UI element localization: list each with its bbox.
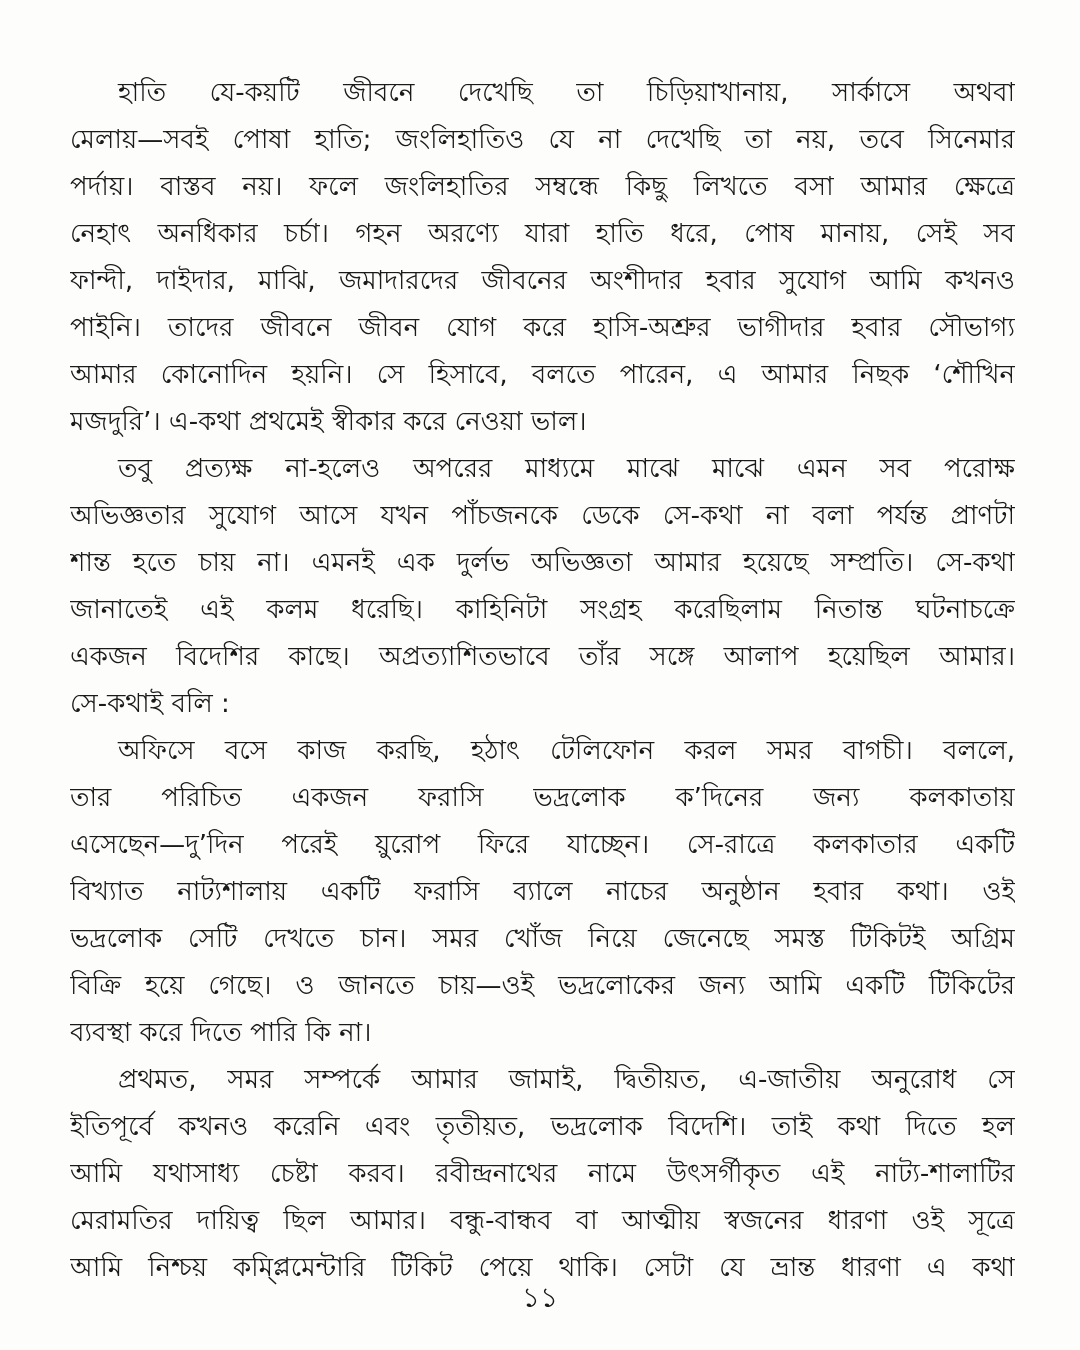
text-line: ইতিপূর্বে কখনও করেনি এবং তৃতীয়ত, ভদ্রলোক বিদেশি। তাই কথা দিতে হল (70, 1112, 1015, 1142)
text-line: পাইনি। তাদের জীবনে জীবন যোগ করে হাসি-অশ্রুর ভাগীদার হবার সৌভাগ্য (70, 313, 1015, 343)
text-line: মেলায়—সবই পোষা হাতি; জংলিহাতিও যে না দেখেছি তা নয়, তবে সিনেমার (70, 125, 1015, 155)
text-line: আমার কোনোদিন হয়নি। সে হিসাবে, বলতে পারেন, এ আমার নিছক ‘শৌখিন (70, 360, 1015, 390)
text-line: বিখ্যাত নাট্যশালায় একটি ফরাসি ব্যালে নাচের অনুষ্ঠান হবার কথা। ওই (70, 877, 1015, 907)
body-text (70, 70, 1015, 1292)
text-line: মজদুরি’। এ-কথা প্রথমেই স্বীকার করে নেওয়া ভাল। (70, 407, 587, 437)
text-line: তবু প্রত্যক্ষ না-হলেও অপরের মাধ্যমে মাঝে মাঝে এমন সব পরোক্ষ (118, 454, 1015, 484)
text-line: আমি নিশ্চয় কম্প্লিমেন্টারি টিকিট পেয়ে থাকি। সেটা যে ভ্রান্ত ধারণা এ কথা (70, 1253, 1015, 1283)
text-line: প্রথমত, সমর সম্পর্কে আমার জামাই, দ্বিতীয়ত, এ-জাতীয় অনুরোধ সে (118, 1065, 1015, 1095)
text-line: বিক্রি হয়ে গেছে। ও জানতে চায়—ওই ভদ্রলোকের জন্য আমি একটি টিকিটের (70, 971, 1015, 1001)
text-line: ব্যবস্থা করে দিতে পারি কি না। (70, 1018, 372, 1048)
text-line: তার পরিচিত একজন ফরাসি ভদ্রলোক ক’দিনের জন্য কলকাতায় (70, 783, 1015, 813)
text-line: অফিসে বসে কাজ করছি, হঠাৎ টেলিফোন করল সমর বাগচী। বললে, (118, 736, 1015, 766)
text-line: ফান্দী, দাইদার, মাঝি, জমাদারদের জীবনের অংশীদার হবার সুযোগ আমি কখনও (70, 266, 1015, 296)
page-number: ১১ (521, 1281, 559, 1314)
text-line: মেরামতির দায়িত্ব ছিল আমার। বন্ধু-বান্ধব বা আত্মীয় স্বজনের ধারণা ওই সূত্রে (70, 1206, 1015, 1236)
text-line: পর্দায়। বাস্তব নয়। ফলে জংলিহাতির সম্বন্ধে কিছু লিখতে বসা আমার ক্ষেত্রে (70, 172, 1015, 202)
text-line: ভদ্রলোক সেটি দেখতে চান। সমর খোঁজ নিয়ে জেনেছে সমস্ত টিকিটই অগ্রিম (70, 924, 1015, 954)
text-line: জানাতেই এই কলম ধরেছি। কাহিনিটা সংগ্রহ করেছিলাম নিতান্ত ঘটনাচক্রে (70, 595, 1015, 625)
text-line: হাতি যে-কয়টি জীবনে দেখেছি তা চিড়িয়াখানায়, সার্কাসে অথবা (118, 78, 1015, 108)
text-line: আমি যথাসাধ্য চেষ্টা করব। রবীন্দ্রনাথের নামে উৎসর্গীকৃত এই নাট্য-শালাটির (70, 1159, 1015, 1189)
text-line: শান্ত হতে চায় না। এমনই এক দুর্লভ অভিজ্ঞতা আমার হয়েছে সম্প্রতি। সে-কথা (70, 548, 1015, 578)
text-line: অভিজ্ঞতার সুযোগ আসে যখন পাঁচজনকে ডেকে সে-কথা না বলা পর্যন্ত প্রাণটা (70, 501, 1015, 531)
text-line: একজন বিদেশির কাছে। অপ্রত্যাশিতভাবে তাঁর সঙ্গে আলাপ হয়েছিল আমার। (70, 642, 1015, 672)
text-line: এসেছেন—দু’দিন পরেই য়ুরোপ ফিরে যাচ্ছেন। সে-রাত্রে কলকাতার একটি (70, 830, 1015, 860)
text-line: সে-কথাই বলি : (70, 689, 230, 719)
text-line: নেহাৎ অনধিকার চর্চা। গহন অরণ্যে যারা হাতি ধরে, পোষ মানায়, সেই সব (70, 219, 1015, 249)
